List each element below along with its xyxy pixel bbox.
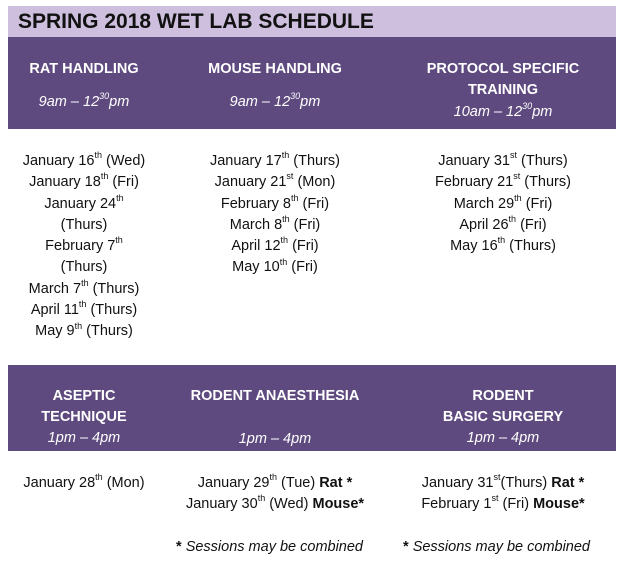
time-surgery: 1pm – 4pm	[466, 430, 540, 446]
date-item: (Thurs)	[60, 216, 108, 233]
column-header-surgery	[408, 386, 598, 448]
dates-anaesthesia	[170, 473, 380, 516]
heading-protocol-line1: PROTOCOL SPECIFIC	[426, 61, 580, 77]
time-aseptic: 1pm – 4pm	[47, 430, 121, 446]
date-item: (Thurs)	[60, 259, 108, 276]
heading-protocol-line2: TRAINING	[467, 82, 539, 98]
date-item: March 8th (Fri)	[229, 214, 321, 233]
dates-mouse-handling	[180, 151, 370, 279]
date-item: January 16th (Wed)	[22, 150, 146, 169]
date-item: February 8th (Fri)	[220, 192, 330, 212]
date-item: January 17th (Thurs)	[209, 150, 340, 169]
date-item: May 16th (Thurs)	[450, 235, 556, 255]
date-item: March 29th (Fri)	[453, 192, 553, 212]
time-rat-handling: $9am - 12^{30}pm$	[38, 91, 130, 110]
time-anaesthesia: 1pm – 4pm	[238, 431, 312, 447]
heading-aseptic-line2: TECHNIQUE	[41, 409, 127, 425]
date-item: May 9th (Thurs)	[35, 320, 133, 340]
date-item: January 30th (Wed) Mouse*	[185, 493, 365, 513]
date-item: January 24th	[44, 192, 124, 212]
dates-surgery	[398, 473, 608, 516]
date-item: January 31st(Thurs) Rat *	[421, 472, 585, 491]
heading-anaesthesia: RODENT ANAESTHESIA	[190, 388, 360, 404]
date-item: May 10th (Fri)	[232, 256, 318, 276]
date-item: January 18th (Fri)	[29, 171, 139, 191]
date-item: April 26th (Fri)	[459, 214, 547, 233]
heading-surgery-line1: RODENT	[472, 388, 534, 404]
dates-rat-handling	[8, 151, 160, 343]
date-item: April 11th (Thurs)	[30, 299, 138, 319]
column-header-anaesthesia	[180, 386, 370, 449]
date-item: February 21st (Thurs)	[435, 171, 571, 191]
date-item: February 1st (Fri) Mouse*	[421, 493, 585, 513]
time-protocol-training: $10am - 12^{30}pm$	[453, 101, 553, 120]
note-surgery: * Sessions may be combined	[403, 539, 591, 555]
column-header-mouse-handling	[180, 59, 370, 112]
dates-aseptic	[8, 473, 160, 494]
column-header-aseptic	[8, 386, 160, 448]
time-mouse-handling: $9am - 12^{30}pm$	[229, 91, 321, 110]
date-item: January 29th (Tue) Rat *	[197, 472, 353, 491]
note-anaesthesia: * Sessions may be combined	[176, 539, 364, 555]
page-title: SPRING 2018 WET LAB SCHEDULE	[8, 6, 616, 37]
header-band-morning	[8, 37, 616, 129]
date-item: February 7th	[45, 235, 123, 255]
heading-aseptic-line1: ASEPTIC	[52, 388, 116, 404]
heading-rat-handling: RAT HANDLING	[29, 61, 139, 77]
date-item: January 31st (Thurs)	[438, 150, 568, 169]
column-header-protocol-training	[408, 59, 598, 122]
date-item: January 28th (Mon)	[23, 472, 145, 491]
heading-mouse-handling: MOUSE HANDLING	[208, 61, 342, 77]
date-item: April 12th (Fri)	[231, 235, 319, 255]
date-item: January 21st (Mon)	[214, 171, 336, 191]
date-item: March 7th (Thurs)	[28, 277, 140, 297]
heading-surgery-line2: BASIC SURGERY	[442, 409, 564, 425]
column-header-rat-handling	[8, 59, 160, 112]
dates-protocol-training	[408, 151, 598, 257]
header-band-afternoon	[8, 365, 616, 451]
